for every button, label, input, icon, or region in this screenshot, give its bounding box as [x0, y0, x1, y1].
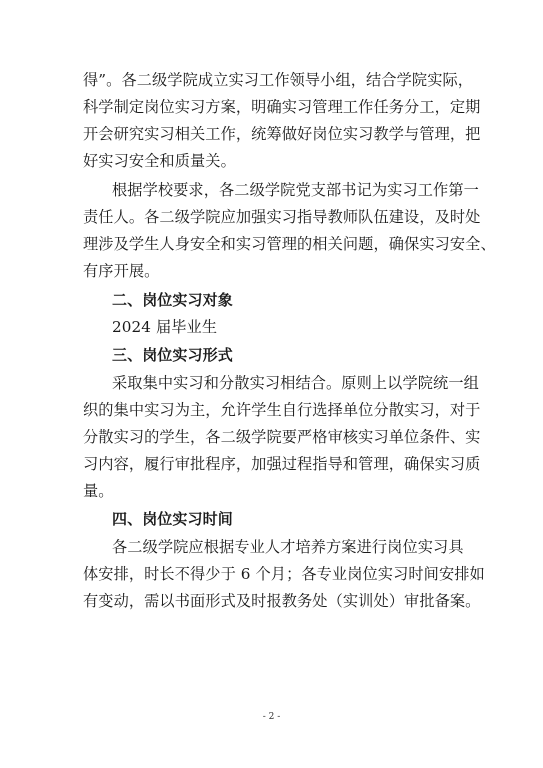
- paragraph-line: 理涉及学生人身安全和实习管理的相关问题，确保实习安全、: [83, 235, 496, 253]
- paragraph-line: 好实习安全和质量关。: [83, 152, 236, 170]
- section-heading: 二、岗位实习对象: [112, 291, 233, 309]
- paragraph-line: 织的集中实习为主，允许学生自行选择单位分散实习，对于: [83, 401, 481, 419]
- paragraph-line: 根据学校要求，各二级学院党支部书记为实习工作第一: [112, 181, 479, 199]
- paragraph-line: 责任人。各二级学院应加强实习指导教师队伍建设，及时处: [83, 208, 481, 226]
- paragraph-line: 开会研究实习相关工作，统筹做好岗位实习教学与管理，把: [83, 125, 481, 143]
- paragraph-line: 体安排，时长不得少于 6 个月；各专业岗位实习时间安排如: [83, 565, 485, 583]
- paragraph-line: 采取集中实习和分散实习相结合。原则上以学院统一组: [112, 374, 479, 392]
- paragraph-line: 有变动，需以书面形式及时报教务处（实训处）审批备案。: [83, 592, 481, 610]
- paragraph-line: 科学制定岗位实习方案，明确实习管理工作任务分工，定期: [83, 98, 481, 116]
- paragraph-line: 有序开展。: [83, 262, 160, 280]
- paragraph-line: 习内容，履行审批程序，加强过程指导和管理，确保实习质: [83, 455, 481, 473]
- paragraph-line: 各二级学院应根据专业人才培养方案进行岗位实习具: [112, 538, 464, 556]
- paragraph-line: 2024 届毕业生: [112, 318, 218, 336]
- page-number: - 2 -: [262, 712, 281, 722]
- paragraph-line: 量。: [83, 482, 114, 500]
- paragraph-line: 分散实习的学生，各二级学院要严格审核实习单位条件、实: [83, 428, 481, 446]
- section-heading: 四、岗位实习时间: [112, 510, 233, 528]
- paragraph-line: 得”。各二级学院成立实习工作领导小组，结合学院实际，: [83, 71, 474, 89]
- section-heading: 三、岗位实习形式: [112, 346, 233, 364]
